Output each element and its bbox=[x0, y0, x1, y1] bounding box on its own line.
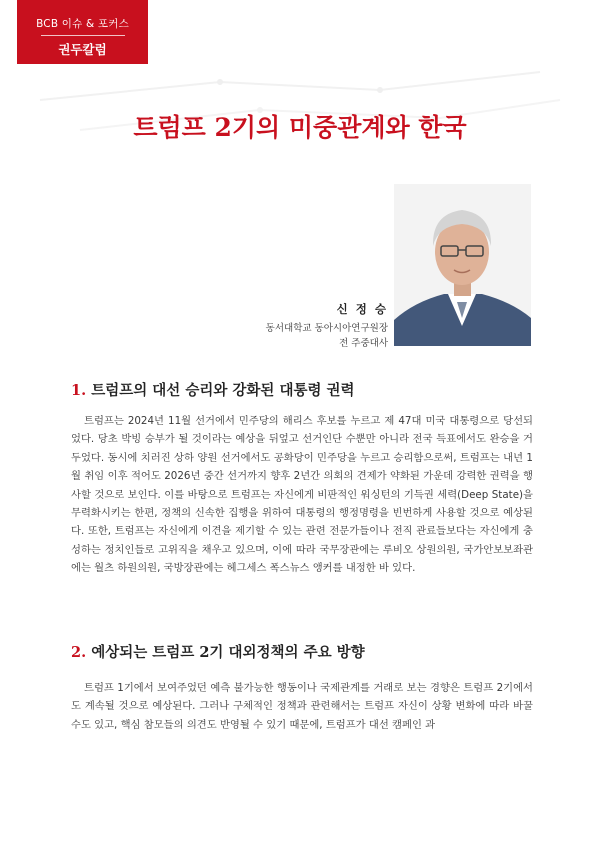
category-label: BCB 이슈 & 포커스 bbox=[36, 18, 129, 30]
article-title: 트럼프 2기의 미중관계와 한국 bbox=[133, 113, 467, 142]
tag-divider bbox=[41, 35, 125, 36]
section-2-title: 예상되는 트럼프 2기 대외정책의 주요 방향 bbox=[91, 644, 365, 661]
section-1-title: 트럼프의 대선 승리와 강화된 대통령 권력 bbox=[91, 382, 355, 399]
author-affiliation: 동서대학교 동아시아연구원장 bbox=[265, 323, 388, 334]
author-name: 신 정 승 bbox=[336, 302, 388, 316]
section-2-heading bbox=[71, 641, 365, 662]
section-2-number: 2. bbox=[71, 644, 87, 661]
author-former-title: 전 주중대사 bbox=[339, 338, 388, 349]
author-photo bbox=[394, 184, 531, 346]
column-label: 권두칼럼 bbox=[58, 42, 107, 57]
section-1-number: 1. bbox=[71, 382, 87, 399]
section-2-body: 트럼프 1기에서 보여주었던 예측 불가능한 행동이나 국제관계를 거래로 보는 경향은 트럼프 2기에서도 계속될 것으로 예상된다. 그러나 구체적인 정책과 관련해서는 트럼프 자신이 상황 변화에 따라 바꿀 수도 있고, 핵심 참모들의 의견도 반영될 수 있기 때문에, 트럼프가 대선 캠페인 과 bbox=[71, 682, 533, 731]
column-tag bbox=[17, 0, 148, 64]
section-1-heading bbox=[71, 379, 355, 400]
section-1-body: 트럼프는 2024년 11월 선거에서 민주당의 해리스 후보를 누르고 제 47대 미국 대통령으로 당선되었다. 당초 박빙 승부가 될 것이라는 예상을 뒤엎고 선거인단 수뿐만 아니라 전국 득표에서도 완승을 거두었다. 동시에 치러진 상하 양원 선거에서도 공화당이 민주당을 누르고 승리함으로써, 트럼프는 내년 1월 취임 이후 적어도 2026년 중간 선거까지 향후 2년간 의회의 견제가 약화된 가운데 강력한 권력을 행사할 것으로 보인다. 이를 바탕으로 트럼프는 자신에게 비판적인 워싱턴의 기득권 세력(Deep State)을 무력화시키는 한편, 정책의 신속한 집행을 위하여 대통령의 행정명령을 빈번하게 사용할 것으로 예상된다. 또한, 트럼프는 자신에게 이견을 제기할 수 있는 관련 전문가들이나 전직 관료들보다는 자신에게 충성하는 정치인들로 고위직을 채우고 있으며, 이에 따라 국무장관에는 루비오 상원의원, 국가안보보좌관에는 월츠 하원의원, 국방장관에는 헤그세스 폭스뉴스 앵커를 내정한 바 있다. bbox=[71, 415, 533, 575]
author-info bbox=[266, 301, 388, 351]
